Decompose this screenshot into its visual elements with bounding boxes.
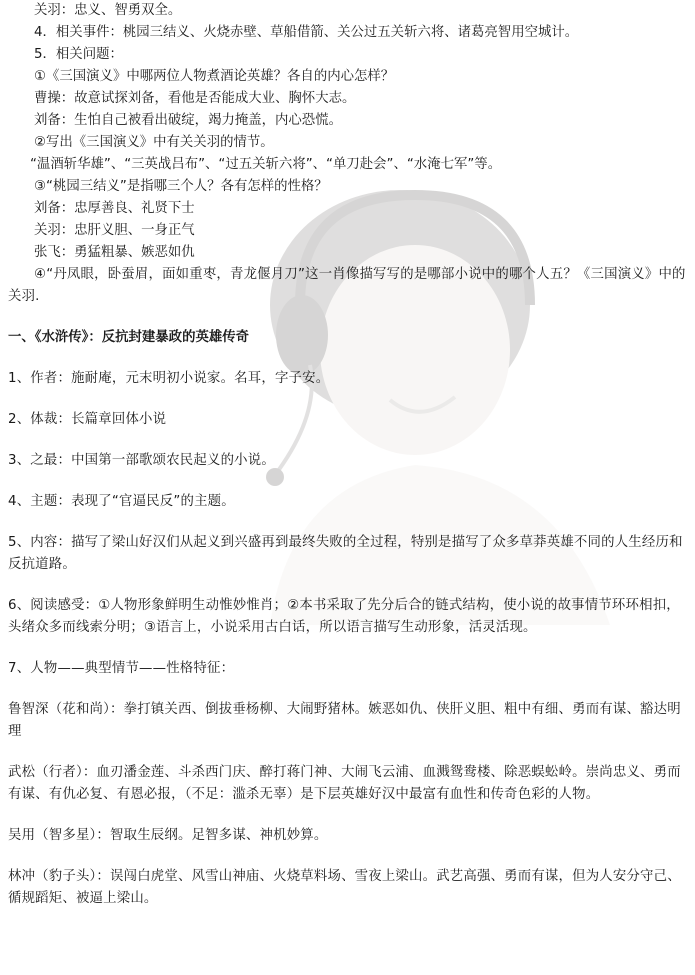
text-line: 刘备：忠厚善良、礼贤下士: [34, 201, 195, 216]
question-4: ④“丹凤眼，卧蚕眉，面如重枣，青龙偃月刀”这一肖像描写写的是哪部小说中的哪个人五？《三国演义》中的关羽.: [8, 267, 686, 304]
item-theme: 4、主题：表现了“官逼民反”的主题。: [8, 494, 235, 509]
item-first: 3、之最：中国第一部歌颂农民起义的小说。: [8, 453, 275, 468]
text-line: 张飞：勇猛粗暴、嫉恶如仇: [34, 245, 195, 260]
text-line: 曹操：故意试探刘备，看他是否能成大业、胸怀大志。: [34, 91, 356, 106]
text-line: 5．相关问题：: [34, 47, 123, 62]
text-line: ③“桃园三结义”是指哪三个人？各有怎样的性格？: [34, 179, 328, 194]
text-line: 刘备：生怕自己被看出破绽，竭力掩盖，内心恐慌。: [34, 113, 342, 128]
text-line: 4．相关事件：桃园三结义、火烧赤壁、草船借箭、关公过五关斩六将、诸葛亮智用空城计。: [34, 25, 579, 40]
item-characters: 7、人物——典型情节——性格特征：: [8, 661, 235, 676]
item-genre: 2、体裁：长篇章回体小说: [8, 412, 167, 427]
character-wu-song: 武松（行者）：血刃潘金莲、斗杀西门庆、醉打蒋门神、大闹飞云浦、血溅鸳鸯楼、除恶蜈蚣岭。崇尚忠义、勇而有谋、有仇必复、有恩必报，（不足：滥杀无辜）是下层英雄好汉中最富有血性和传奇色彩的人物。: [8, 765, 681, 802]
text-line: ②写出《三国演义》中有关关羽的情节。: [34, 135, 274, 150]
text-line: “温酒斩华雄”、“三英战吕布”、“过五关斩六将”、“单刀赴会”、“水淹七军”等。: [30, 157, 502, 172]
character-wu-yong: 吴用（智多星）：智取生辰纲。足智多谋、神机妙算。: [8, 828, 328, 843]
text-line: ①《三国演义》中哪两位人物煮酒论英雄？各自的内心怎样？: [34, 69, 395, 84]
section-heading: 一、《水浒传》：反抗封建暴政的英雄传奇: [8, 330, 250, 345]
character-lu-zhishen: 鲁智深（花和尚）：拳打镇关西、倒拔垂杨柳、大闹野猪林。嫉恶如仇、侠肝义胆、粗中有细、勇而有谋、豁达明理: [8, 702, 681, 739]
item-content: 5、内容：描写了梁山好汉们从起义到兴盛再到最终失败的全过程，特别是描写了众多草莽英雄不同的人生经历和反抗道路。: [8, 535, 683, 572]
item-author: 1、作者：施耐庵，元末明初小说家。名耳，字子安。: [8, 371, 330, 386]
item-reading: 6、阅读感受：①人物形象鲜明生动惟妙惟肖；②本书采取了先分后合的链式结构，使小说的故事情节环环相扣，头绪众多而线索分明；③语言上，小说采用古白话，所以语言描写生动形象，活灵活现。: [8, 598, 680, 635]
text-line: 关羽：忠义、智勇双全。: [34, 3, 182, 18]
text-line: 关羽：忠肝义胆、一身正气: [34, 223, 195, 238]
character-lin-chong: 林冲（豹子头）：误闯白虎堂、风雪山神庙、火烧草料场、雪夜上梁山。武艺高强、勇而有谋，但为人安分守己、循规蹈矩、被逼上梁山。: [8, 869, 681, 906]
top-section: [8, 0, 687, 308]
